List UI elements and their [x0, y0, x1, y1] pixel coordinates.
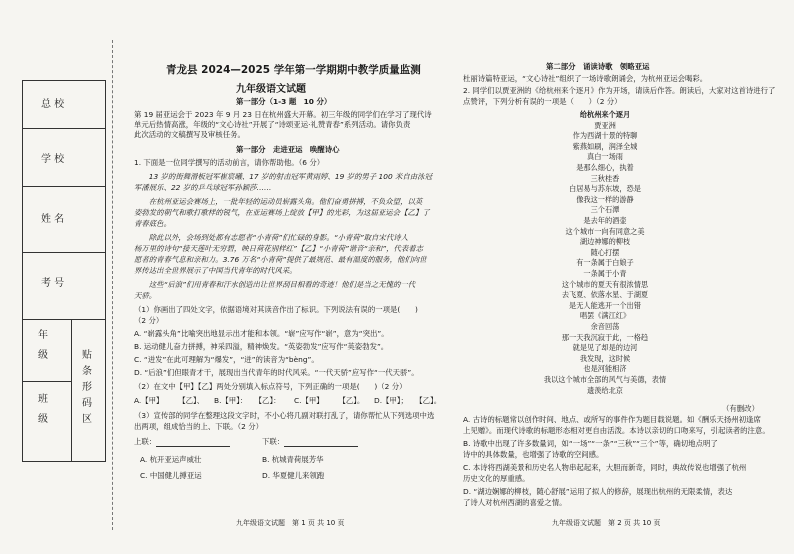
poem-line: 唱罢《满江红》 [579, 311, 631, 321]
q1-1-stem: （1）你画出了四处文字，依据语境对其读音作出了标识。下列说法有误的一项是( ) [134, 305, 418, 314]
binding-label-name: 姓 名 [41, 214, 65, 225]
q2-option-d-line-2: 了诗人对杭州西湖的喜爱之情。 [463, 498, 567, 507]
poem-line: 一条属于小青 [583, 269, 627, 278]
q1-1-points: （2 分） [134, 316, 164, 325]
exam-title: 青龙县 2024—2025 学年第一学期期中教学质量监测 [166, 64, 421, 76]
upper-couplet-blank[interactable] [156, 446, 230, 447]
poem-line: 遗羡给北京 [587, 385, 623, 395]
poem-line: 三个石潭 [590, 205, 620, 215]
binding-strip [22, 80, 106, 462]
section1-header: 第一部分 走进亚运 唤醒诗心 [236, 145, 340, 154]
passage-line-8: 愿者的青春气息和亲和力。3.76 万名“小青荷”提供了最规范、最有温度的服务，他们向世 [134, 255, 427, 264]
part1-header: 第一部分（1-3 题 10 分） [236, 97, 332, 106]
binding-row-school [23, 128, 105, 187]
q1-3-stem-1: （3）宣传部的同学在整理这段文字时，不小心将几副对联打乱了，请你帮忙从下列选项中选 [134, 411, 435, 420]
q1-2-option-a: A.【甲】 【乙】、 [134, 396, 205, 405]
poem-line: 是无人能逃开一个出错 [569, 300, 641, 310]
right-page-footer: 九年级语文试题 第 2 页 共 10 页 [552, 519, 661, 527]
intro-line-2: 单元后热情高涨，年级的“文心诗社”开展了“诗颂亚运·礼赞青春”系列活动。请你负责 [134, 120, 411, 129]
passage-line-4: 姿勃发的朝气和歌打歌样的锐气，在亚运赛场上绽放【甲】的光彩，为这届亚运会【乙】了 [134, 208, 430, 217]
passage-line-9: 界传达出全世界展示了中国当代青年的时代风采。 [134, 266, 297, 275]
q1-3-option-d: D. 华夏健儿来领跑 [262, 471, 325, 480]
q1-2-option-c: C.【甲】 【乙】。 [294, 396, 365, 405]
exam-subtitle: 九年级语文试题 [236, 84, 306, 95]
poem-author: 贾亚洲 [594, 120, 616, 130]
q1-2-option-b: B.【甲】： 【乙】： [214, 396, 281, 405]
poem-line: 真白一场雨 [587, 152, 623, 162]
upper-couplet-label: 上联： [134, 437, 157, 446]
barcode-char-2: 条 [82, 366, 92, 377]
poem-line: 是去年的酒壶 [583, 216, 627, 225]
q2-option-b-line-1: B. 诗歌中出现了许多数量词，如“一场”“一条”“三秋”“三个”等，确切地点明了 [463, 439, 718, 448]
binding-label-school: 学 校 [41, 154, 65, 165]
q1-3-option-b: B. 杭城青荷展芳华 [262, 455, 324, 464]
poem-line: 也是河能相济 [583, 364, 627, 374]
poem-line: 我以这个城市全部的风气与美德，表情 [543, 375, 667, 384]
passage-line-7: 杨万里的诗句“接天莲叶无穷碧，映日荷花别样红”【乙】“小青荷”谐音“亲和”，代表着志 [134, 244, 424, 253]
passage-line-5: 青春底色。 [134, 219, 171, 228]
poem-line: 那一天我沉寂于此，一格趋 [561, 332, 649, 342]
passage-line-1: 13 岁的街舞滑板冠军崔宸曦、17 岁的射击冠军黄雨婷、19 岁的男子 100 米自由泳冠 [134, 172, 432, 181]
binding-label-district: 总 校 [41, 99, 65, 110]
grade-char-1: 年 [38, 330, 48, 341]
lower-couplet-label: 下联： [262, 437, 285, 446]
poem-line: 我发现，这时候 [579, 353, 631, 363]
q1-1-option-a: A. “崭露头角”比喻突出地显示出才能和本领。“崭”应写作“崭”，意为“突出”。 [134, 329, 389, 338]
q2-option-c-line-1: C. 本诗将西湖美景和历史名人物串起起来，大胆而新奇，同时，典故传说也增强了杭州 [463, 463, 747, 472]
poem-line: 是那么细心，执着 [576, 163, 634, 172]
poem-line: 紫燕如刷，润泽全城 [572, 141, 638, 151]
binding-divider [71, 319, 72, 461]
binding-cut-line [112, 40, 113, 530]
question-1: 1. 下面是一位同学撰写的活动前言，请你帮助他。（6 分） [134, 158, 325, 167]
poem-line: 白居易与苏东坡，恐是 [569, 184, 641, 194]
q1-2-option-d: D.【甲】； 【乙】。 [374, 396, 442, 405]
barcode-char-1: 贴 [82, 350, 92, 361]
passage-line-11: 天骄。 [134, 291, 157, 300]
poem-line: 三秋桂香 [590, 173, 620, 183]
class-char-1: 班 [38, 394, 48, 405]
q2-option-a-line-1: A. 古诗的标题常以创作时间、地点、或所写的事件作为题目载说题。如《酬乐天扬州初逢席 [463, 415, 761, 424]
intro-line-1: 第 19 届亚运会于 2023 年 9 月 23 日在杭州盛大开幕。初三年级的同学们在学习了现代诗 [134, 110, 432, 119]
q2-option-a-line-2: 上见赠》。而现代诗歌的标题形态相对更自由活泼。本诗以亲切的口吻来写，引起读者的注意。 [463, 426, 770, 435]
passage-line-2: 军潘展乐、22 岁的乒乓球冠军孙颖莎…… [134, 183, 272, 192]
poem-line: 去飞夏、依落水星、于湖夏 [561, 290, 649, 300]
barcode-char-3: 形 [82, 382, 92, 393]
lower-couplet-blank[interactable] [284, 446, 358, 447]
poem-line: 有一条属于白娘子 [576, 258, 634, 268]
q1-3-stem-2: 出两项，组成恰当的上、下联。（2 分） [134, 422, 263, 431]
q2-option-c-line-2: 历史文化的厚重感。 [463, 474, 530, 483]
right-intro-line-1: 杜丽诗篇特亚运，“文心诗社”组织了一场诗歌朗诵会，为杭州亚运会喝彩。 [463, 74, 708, 83]
grade-char-2: 级 [38, 350, 48, 361]
right-intro-line-3: 点赞评，下列分析有误的一项是（ ）（2 分） [463, 97, 622, 106]
binding-row-school-district [23, 81, 105, 129]
poem-line: 湖边神娜的柳枝 [579, 237, 631, 247]
poem-line: 余音回荡 [590, 322, 620, 331]
left-page-footer: 九年级语文试题 第 1 页 共 10 页 [236, 519, 345, 527]
class-char-2: 级 [38, 414, 48, 425]
poem-line: 随心打摆 [590, 247, 620, 257]
q1-3-option-a: A. 杭开亚运声威壮 [140, 455, 202, 464]
intro-line-3: 此次活动的文稿撰写及审核任务。 [134, 130, 245, 139]
poem-line: 这个城市一向有同意之美 [565, 226, 645, 236]
binding-row-exam-number [23, 252, 105, 320]
poem-line: 作为西湖十景的特聊 [572, 131, 638, 141]
q1-1-option-b: B. 运动健儿奋力拼搏，神采四溢，精神焕发。“英姿勃发”应写作“英姿勃发”。 [134, 342, 389, 351]
poem-line: 这个城市的夏天有很浓情思 [561, 279, 649, 289]
passage-line-3: 在杭州亚运会赛场上，一批年轻的运动员崭露头角。他们奋勇拼搏，不负众望，以英 [134, 197, 423, 206]
binding-label-exam-number: 考 号 [41, 278, 65, 289]
q1-3-option-c: C. 中国健儿搏亚运 [140, 471, 202, 480]
poem-line: 就是见了却是的边河 [572, 343, 638, 353]
binding-row-split [23, 381, 71, 382]
binding-row-name [23, 186, 105, 253]
q1-2-stem: （2）在文中【甲】【乙】两处分别填入标点符号，下列正确的一项是( )（2 分） [134, 382, 407, 391]
passage-line-10: 这些“后浪”们用青春和汗水创造出让世界刮目相看的奇迹！他们是当之无愧的一代 [134, 280, 416, 289]
passage-line-6: 除此以外，会场到处都有志愿者“小青荷”们忙碌的身影。“小青荷”取自宋代诗人 [134, 233, 408, 242]
right-intro-line-2: 2. 同学们以贾亚洲的《给杭州来个逐月》作为开场，请读后作答。朗读后，大家对这首诗进行了 [463, 86, 776, 95]
poem-note: （有删改） [722, 404, 759, 413]
q1-1-option-d: D. “后浪”们但眼青才干，展现出当代青年的时代风采。“一代天骄”应写作“一代天骄”。 [134, 368, 419, 377]
poem-line: 像我这一样的游静 [576, 194, 634, 204]
section2-header: 第二部分 诵读诗歌 领略亚运 [546, 62, 650, 71]
q1-1-option-c: C. “迸发”在此可理解为“爆发”，“迸”的读音为“bèng”。 [134, 355, 319, 364]
q2-option-d-line-1: D. “湖边娴娜的柳枝，随心舒展”运用了拟人的修辞，展现出杭州的无限柔情，表达 [463, 487, 733, 496]
poem-title: 给杭州来个逐月 [579, 110, 631, 119]
q2-option-b-line-2: 诗中的具体数量，也增强了诗歌的空间感。 [463, 450, 604, 459]
barcode-char-4: 码 [82, 398, 92, 409]
barcode-char-5: 区 [82, 414, 92, 425]
